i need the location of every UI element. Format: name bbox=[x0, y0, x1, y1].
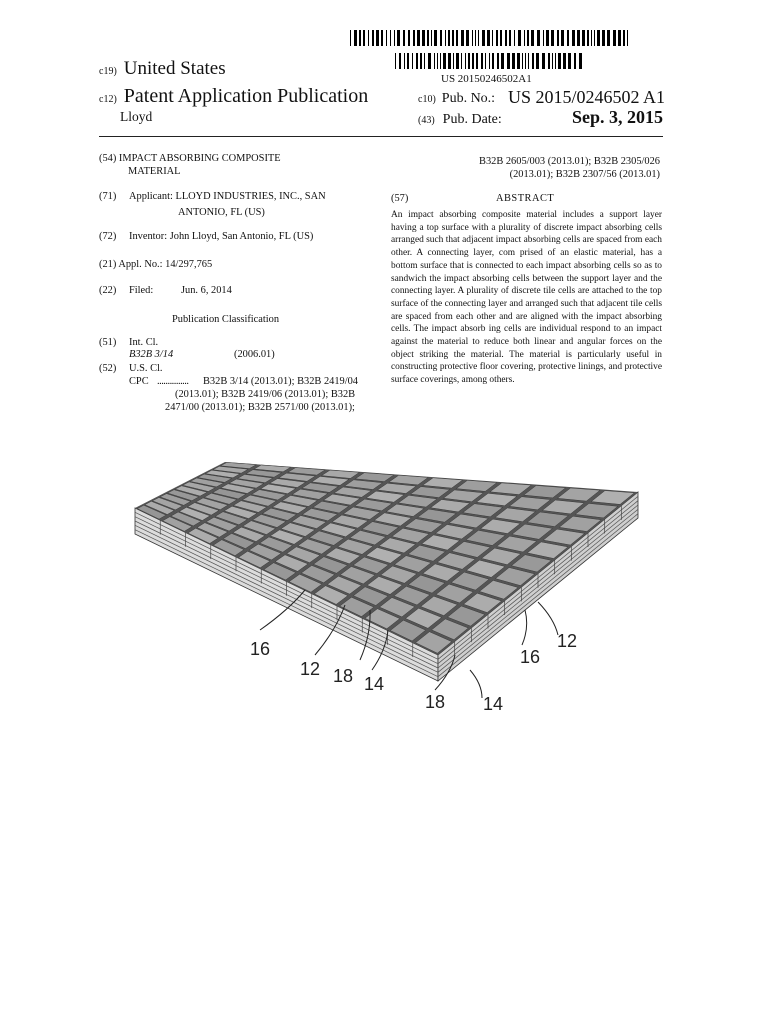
barcode-bar bbox=[372, 30, 374, 46]
barcode-bar bbox=[434, 30, 437, 46]
barcode-bar bbox=[472, 30, 473, 46]
barcode-bottom bbox=[395, 53, 587, 69]
barcode-bar bbox=[452, 30, 454, 46]
barcode-bar bbox=[376, 30, 379, 46]
barcode-bar bbox=[416, 53, 418, 69]
barcode-bar bbox=[461, 53, 462, 69]
barcode-bar bbox=[500, 30, 502, 46]
barcode-bar bbox=[456, 53, 459, 69]
inventor-label: Inventor: bbox=[129, 231, 168, 242]
int-class: B32B 3/14 bbox=[129, 349, 174, 360]
filed-code: (22) bbox=[99, 285, 117, 296]
barcode-bar bbox=[381, 30, 383, 46]
type-code: c12) bbox=[99, 94, 117, 105]
barcode-bar bbox=[395, 53, 396, 69]
barcode-number: US 20150246502A1 bbox=[441, 73, 532, 85]
barcode-bar bbox=[497, 53, 499, 69]
barcode-bar bbox=[445, 30, 446, 46]
barcode-bar bbox=[597, 30, 600, 46]
barcode-bar bbox=[428, 53, 431, 69]
barcode-bar bbox=[397, 30, 400, 46]
filed-label: Filed: bbox=[129, 285, 154, 296]
pub-date-label: Pub. Date: bbox=[442, 112, 502, 127]
reference-label: 12 bbox=[300, 659, 321, 679]
reference-label: 14 bbox=[483, 694, 504, 714]
barcode-bar bbox=[448, 30, 450, 46]
barcode-bar bbox=[478, 30, 479, 46]
barcode-bar bbox=[434, 53, 435, 69]
barcode-bar bbox=[354, 30, 357, 46]
leader-line bbox=[470, 670, 482, 698]
barcode-bar bbox=[501, 53, 504, 69]
pub-no-code: c10) bbox=[418, 94, 436, 105]
barcode-bar bbox=[453, 53, 454, 69]
barcode-bar bbox=[390, 30, 391, 46]
cpc-line-3: 2471/00 (2013.01); B32B 2571/00 (2013.01); bbox=[165, 402, 355, 413]
int-code: (51) bbox=[99, 337, 117, 348]
barcode-bar bbox=[509, 30, 511, 46]
cpc-line-2: (2013.01); B32B 2419/06 (2013.01); B32B bbox=[175, 389, 356, 400]
reference-label: 12 bbox=[557, 631, 578, 651]
barcode-bar bbox=[577, 30, 580, 46]
applicant-code: (71) bbox=[99, 191, 117, 202]
inventor-code: (72) bbox=[99, 231, 117, 242]
abstract-heading: ABSTRACT bbox=[496, 193, 555, 204]
applicant-label: Applicant: bbox=[129, 191, 173, 202]
barcode-bar bbox=[408, 30, 410, 46]
barcode-bar bbox=[582, 30, 585, 46]
barcode-bar bbox=[536, 53, 539, 69]
cpc-dots: ............... bbox=[157, 376, 189, 387]
barcode-bar bbox=[602, 30, 605, 46]
barcode-bar bbox=[485, 53, 486, 69]
barcode-bar bbox=[525, 53, 526, 69]
title-line1: IMPACT ABSORBING COMPOSITE bbox=[118, 153, 281, 164]
barcode-bar bbox=[557, 30, 559, 46]
barcode-bar bbox=[437, 53, 438, 69]
barcode-bar bbox=[574, 53, 576, 69]
barcode-bar bbox=[618, 30, 621, 46]
leader-line bbox=[538, 602, 558, 635]
pub-date-row bbox=[418, 110, 502, 128]
barcode-top bbox=[350, 30, 632, 46]
applicant-line1 bbox=[129, 191, 326, 204]
cpc-label: CPC bbox=[129, 376, 149, 387]
leader-line bbox=[522, 610, 527, 645]
publication-type: Patent Application Publication bbox=[123, 85, 369, 107]
barcode-bar bbox=[476, 53, 478, 69]
us-code: (52) bbox=[99, 363, 117, 374]
barcode-bar bbox=[567, 30, 569, 46]
header-country bbox=[99, 58, 226, 80]
barcode-bar bbox=[543, 30, 544, 46]
barcode-bar bbox=[627, 30, 628, 46]
barcode-bar bbox=[507, 53, 510, 69]
barcode-bar bbox=[482, 30, 485, 46]
barcode-bar bbox=[394, 30, 395, 46]
reference-label: 14 bbox=[364, 674, 385, 694]
appl-label: Appl. No.: bbox=[118, 259, 163, 270]
pub-no-label: Pub. No.: bbox=[441, 91, 496, 106]
cpc-line-1: B32B 3/14 (2013.01); B32B 2419/04 bbox=[203, 376, 359, 387]
barcode-bar bbox=[551, 30, 554, 46]
barcode-bar bbox=[466, 30, 469, 46]
barcode-bar bbox=[568, 53, 571, 69]
cpc-cont-line-1: B32B 2605/003 (2013.01); B32B 2305/026 bbox=[479, 156, 660, 167]
filed-date: Jun. 6, 2014 bbox=[181, 285, 232, 296]
appl-no: 14/297,765 bbox=[165, 259, 213, 270]
barcode-bar bbox=[532, 53, 534, 69]
barcode-bar bbox=[496, 30, 498, 46]
barcode-bar bbox=[412, 53, 413, 69]
barcode-bar bbox=[558, 53, 561, 69]
applicant-name: LLOYD INDUSTRIES, INC., SAN bbox=[175, 191, 326, 202]
reference-label: 16 bbox=[250, 639, 271, 659]
barcode-bar bbox=[403, 30, 405, 46]
cpc-cont-line-2: (2013.01); B32B 2307/56 (2013.01) bbox=[509, 169, 660, 180]
title-line2: MATERIAL bbox=[128, 166, 181, 177]
int-year: (2006.01) bbox=[234, 349, 275, 360]
barcode-bar bbox=[489, 53, 490, 69]
header-type bbox=[99, 85, 368, 108]
country-code: c19) bbox=[99, 66, 117, 77]
barcode-bar bbox=[594, 30, 595, 46]
inventor-row bbox=[129, 231, 313, 244]
barcode-bar bbox=[518, 30, 521, 46]
figure-drawing bbox=[120, 450, 650, 720]
barcode-bar bbox=[561, 30, 564, 46]
barcode-bar bbox=[591, 30, 592, 46]
pub-date-code: (43) bbox=[418, 115, 435, 126]
barcode-bar bbox=[465, 53, 466, 69]
barcode-bar bbox=[363, 30, 365, 46]
barcode-bar bbox=[492, 30, 493, 46]
abstract-code: (57) bbox=[391, 193, 409, 204]
barcode-bar bbox=[475, 30, 476, 46]
appl-row bbox=[99, 259, 212, 272]
barcode-bar bbox=[427, 30, 429, 46]
barcode-bar bbox=[492, 53, 494, 69]
barcode-bar bbox=[440, 53, 441, 69]
title-code: (54) bbox=[99, 153, 117, 164]
barcode-bar bbox=[528, 53, 529, 69]
barcode-bar bbox=[368, 30, 369, 46]
int-label: Int. Cl. bbox=[129, 337, 159, 348]
barcode-bar bbox=[531, 30, 534, 46]
barcode-bar bbox=[546, 30, 549, 46]
barcode-bar bbox=[517, 53, 520, 69]
barcode-bar bbox=[481, 53, 483, 69]
barcode-bar bbox=[448, 53, 451, 69]
barcode-bar bbox=[386, 30, 387, 46]
barcode-bar bbox=[563, 53, 566, 69]
barcode-bar bbox=[537, 30, 540, 46]
barcode-bar bbox=[440, 30, 442, 46]
barcode-bar bbox=[404, 53, 405, 69]
inventor-surname: Lloyd bbox=[120, 109, 153, 124]
barcode-bar bbox=[359, 30, 361, 46]
barcode-bar bbox=[527, 30, 529, 46]
barcode-bar bbox=[514, 30, 515, 46]
barcode-bar bbox=[422, 30, 425, 46]
country: United States bbox=[123, 58, 226, 79]
applicant-line2: ANTONIO, FL (US) bbox=[178, 207, 265, 218]
abstract-body: An impact absorbing composite material includes a support layer having a top surface with a plurality of discrete impact absorbing cells arranged such that adjacent impact absorbing cells are spaced from each other. A connecting layer, com prised of an elastic material, has a bottom surface that is connected to each impact absorbing cells so as to sandwich the impact absorbing cells between the support layer and the connecting layer. A plurality of discrete tile cells are attached to the top surface of the connecting layer and arranged such that adjacent tile cells are spaced from each other and are aligned with the impact absorbing cells. The impact absorb ing cells are individual respond to an impact against the material to reduce both linear and angular forces on the object striking the material. The material is particularly useful in constructing protective floor covering, protective linings, and protective surface coverings, among others. bbox=[391, 210, 662, 386]
barcode-bar bbox=[555, 53, 556, 69]
barcode-bar bbox=[512, 53, 515, 69]
barcode-bar bbox=[548, 53, 550, 69]
barcode-bar bbox=[468, 53, 470, 69]
barcode-bar bbox=[613, 30, 616, 46]
pub-no-row bbox=[418, 89, 495, 107]
barcode-bar bbox=[399, 53, 401, 69]
barcode-bar bbox=[572, 30, 575, 46]
barcode-bar bbox=[505, 30, 507, 46]
reference-label: 16 bbox=[520, 647, 541, 667]
barcode-bar bbox=[420, 53, 422, 69]
barcode-bar bbox=[623, 30, 625, 46]
us-label: U.S. Cl. bbox=[129, 363, 163, 374]
barcode-bar bbox=[350, 30, 351, 46]
inventor-name: John Lloyd, San Antonio, FL (US) bbox=[169, 231, 314, 242]
header-divider bbox=[99, 136, 663, 137]
barcode-bar bbox=[552, 53, 553, 69]
barcode-bar bbox=[407, 53, 409, 69]
barcode-bar bbox=[456, 30, 458, 46]
classification-heading: Publication Classification bbox=[172, 314, 280, 325]
pub-date: Sep. 3, 2015 bbox=[572, 107, 664, 127]
barcode-bar bbox=[472, 53, 474, 69]
title-field bbox=[99, 153, 281, 166]
reference-label: 18 bbox=[425, 692, 446, 712]
barcode-bar bbox=[522, 53, 523, 69]
barcode-bar bbox=[424, 53, 425, 69]
barcode-bar bbox=[542, 53, 545, 69]
barcode-bar bbox=[461, 30, 464, 46]
reference-label: 18 bbox=[333, 666, 354, 686]
barcode-bar bbox=[579, 53, 582, 69]
barcode-bar bbox=[524, 30, 525, 46]
barcode-bar bbox=[487, 30, 490, 46]
appl-code: (21) bbox=[99, 259, 117, 270]
barcode-bar bbox=[587, 30, 589, 46]
pub-no: US 2015/0246502 A1 bbox=[508, 87, 666, 107]
barcode-bar bbox=[607, 30, 610, 46]
barcode-bar bbox=[413, 30, 415, 46]
barcode-bar bbox=[443, 53, 446, 69]
barcode-bar bbox=[417, 30, 420, 46]
barcode-bar bbox=[431, 30, 432, 46]
